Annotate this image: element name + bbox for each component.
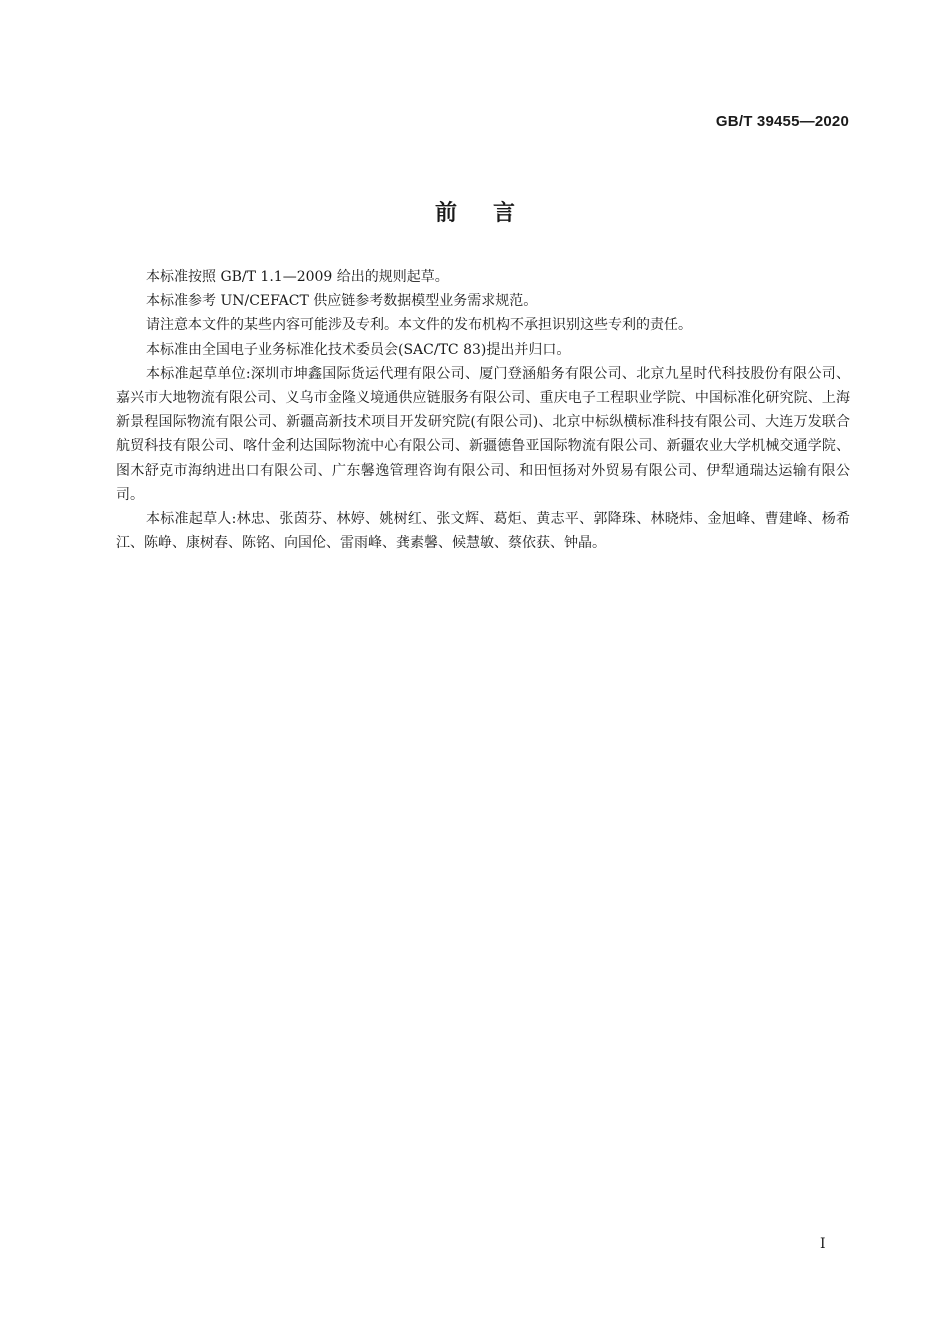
- page-title: 前言: [434, 201, 551, 226]
- paragraph-patent-notice: 请注意本文件的某些内容可能涉及专利。本文件的发布机构不承担识别这些专利的责任。: [146, 317, 692, 334]
- standard-number: GB/T 39455—2020: [715, 113, 849, 130]
- paragraph-proposer: 本标准由全国电子业务标准化技术委员会(SAC/TC 83)提出并归口。: [146, 341, 571, 358]
- page-number: I: [820, 1236, 826, 1252]
- paragraph-reference: 本标准参考 UN/CEFACT 供应链参考数据模型业务需求规范。: [146, 293, 538, 310]
- paragraph-drafting-units: 本标准起草单位:深圳市坤鑫国际货运代理有限公司、厦门登涵船务有限公司、北京九星时代科技股份有限公司、嘉兴市大地物流有限公司、义乌市金隆义境通供应链服务有限公司、重庆电子工程职业学院、中国标准化研究院、上海新景程国际物流有限公司、新疆高新技术项目开发研究院(有限公司)、北京中标纵横标准科技有限公司、大连万发联合航贸科技有限公司、喀什金利达国际物流中心有限公司、新疆德鲁亚国际物流有限公司、新疆农业大学机械交通学院、图木舒克市海纳进出口有限公司、广东馨逸管理咨询有限公司、和田恒扬对外贸易有限公司、伊犁通瑞达运输有限公司。: [116, 365, 850, 503]
- foreword-body: [116, 265, 850, 555]
- paragraph-drafters: 本标准起草人:林忠、张茵芬、林婷、姚树红、张文辉、葛炬、黄志平、郭降珠、林晓炜、金旭峰、曹建峰、杨希江、陈峥、康树春、陈铭、向国伦、雷雨峰、龚素馨、候慧敏、蔡依获、钟晶。: [116, 511, 850, 552]
- paragraph-drafting-rules: 本标准按照 GB/T 1.1—2009 给出的规则起草。: [146, 269, 449, 285]
